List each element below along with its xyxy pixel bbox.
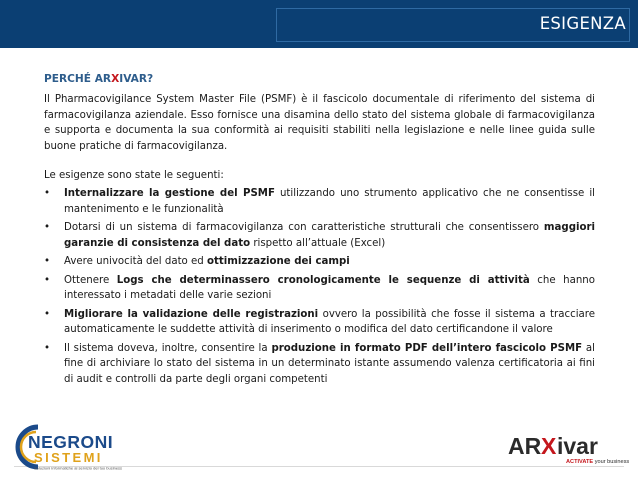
arxivar-logo-x: X [541, 433, 557, 459]
section-title-prefix: PERCHÉ [44, 73, 95, 85]
section-title-ivar: IVAR? [119, 73, 154, 85]
list-item [44, 186, 595, 217]
item-text: Il sistema doveva, inoltre, consentire la [64, 343, 272, 355]
content [44, 72, 595, 390]
arxivar-logo [508, 430, 630, 466]
bullet: • [44, 256, 51, 268]
item-text: rispetto all’attuale (Excel) [250, 237, 386, 249]
page-title: ESIGENZA [539, 14, 626, 33]
item-text: Avere univocità del dato ed [64, 256, 208, 268]
bullet: • [44, 343, 51, 355]
arxivar-logo-tagline [566, 459, 629, 465]
item-text: ovvero la possibilità che fosse il sistema a tracciare automaticamente le suddette attività di inserimento o modifica del dato certificandone il valore [64, 309, 595, 336]
item-text: al fine di archiviare lo stato del sistema in un determinato istante assumendo valenza certificatoria ai fini di audit e controlli da parte degli organi competenti [64, 343, 595, 385]
section-title-ar: AR [94, 73, 112, 85]
bullet: • [44, 309, 51, 321]
negroni-sistemi-logo [12, 421, 162, 473]
list-item [44, 341, 595, 387]
item-bold: produzione in formato PDF dell’intero fascicolo PSMF [271, 343, 583, 355]
bullet: • [44, 222, 51, 234]
item-bold: maggiori garanzie di consistenza del dato [64, 222, 595, 249]
item-text: che hanno interessato i metadati delle varie sezioni [64, 275, 595, 302]
arxivar-logo-ar: AR [508, 433, 542, 459]
item-bold: Migliorare la validazione delle registrazioni [64, 309, 319, 321]
item-bold: Internalizzare la gestione del PSMF [64, 188, 275, 200]
arxivar-tagline-rest: your business [593, 459, 630, 465]
item-bold: ottimizzazione dei campi [207, 256, 350, 268]
section-title-x: X [111, 73, 120, 85]
psmf-paragraph: Il Pharmacovigilance System Master File (PSMF) è il fascicolo documentale di riferimento del sistema di farmacovigilanza aziendale. Esso fornisce una disamina dello stato del sistema globale di farmacovigilanza e supporta e documenta la sua conformità ai requisiti stabiliti nella legislazione e nelle linee guida sulle buone pratiche di farmacovigilanza. [44, 94, 595, 152]
list-item [44, 273, 595, 304]
item-text: Ottenere [64, 275, 117, 287]
needs-intro: Le esigenze sono state le seguenti: [44, 170, 224, 182]
list-item [44, 220, 595, 251]
list-item [44, 307, 595, 338]
negroni-logo-tagline: Soluzioni informatiche al servizio del tuo business [34, 465, 123, 471]
arxivar-tagline-activate: ACTIVATE [566, 459, 594, 465]
negroni-logo-subname: SISTEMI [34, 450, 103, 465]
bullet: • [44, 188, 51, 200]
item-bold: Logs che determinassero cronologicamente le sequenze di attività [116, 275, 530, 287]
section-title [44, 72, 595, 87]
bullet: • [44, 275, 51, 287]
item-text: utilizzando uno strumento applicativo che ne consentisse il mantenimento e le funzionalità [64, 188, 596, 215]
negroni-logo-name: NEGRONI [28, 432, 114, 452]
list-item [44, 254, 595, 269]
arxivar-logo-ivar: ivar [557, 433, 598, 459]
needs-list [44, 186, 595, 387]
item-text: Dotarsi di un sistema di farmacovigilanza con caratteristiche strutturali che consentissero [64, 222, 544, 234]
